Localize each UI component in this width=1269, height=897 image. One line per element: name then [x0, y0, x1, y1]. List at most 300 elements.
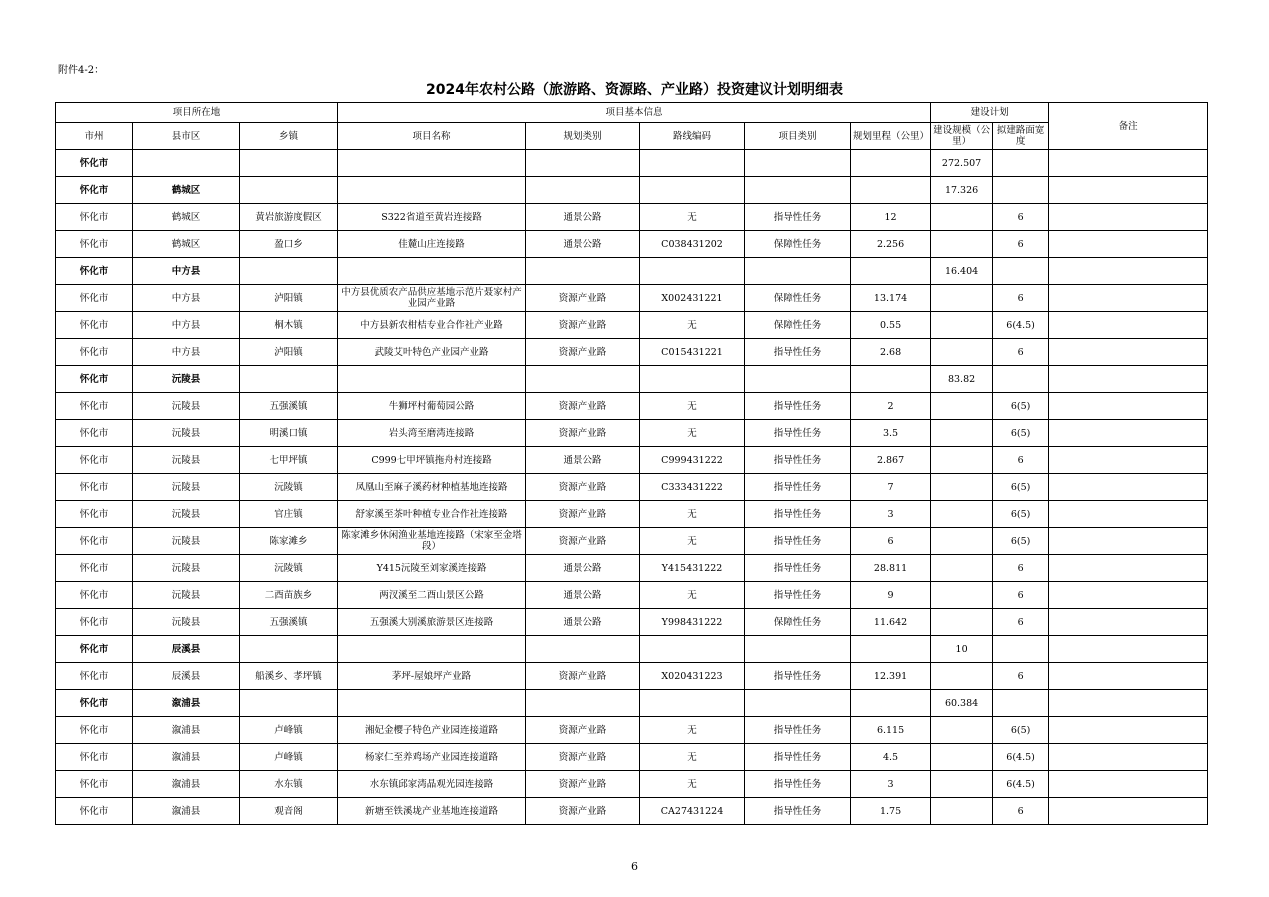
- route-code-cell: [640, 636, 745, 663]
- header-county: 县市区: [133, 123, 240, 150]
- table-body: [56, 150, 1208, 825]
- project-name-cell: [338, 366, 526, 393]
- plan-category-cell: 资源产业路: [526, 393, 640, 420]
- project-category-cell: [745, 636, 851, 663]
- remarks-cell: [1049, 771, 1208, 798]
- construction-scale-cell: 16.404: [931, 258, 993, 285]
- header-town: 乡镇: [240, 123, 338, 150]
- project-name-cell: 中方县优质农产品供应基地示范片聂家村产业园产业路: [338, 285, 526, 312]
- route-code-cell: 无: [640, 393, 745, 420]
- plan-category-cell: 资源产业路: [526, 474, 640, 501]
- project-category-cell: 指导性任务: [745, 555, 851, 582]
- county-cell: 沅陵县: [133, 582, 240, 609]
- road-width-cell: 6: [993, 609, 1049, 636]
- construction-scale-cell: [931, 204, 993, 231]
- plan-category-cell: 通景公路: [526, 582, 640, 609]
- city-cell: 怀化市: [56, 258, 133, 285]
- county-cell: 溆浦县: [133, 771, 240, 798]
- table-row: [56, 663, 1208, 690]
- project-category-cell: 指导性任务: [745, 420, 851, 447]
- remarks-cell: [1049, 798, 1208, 825]
- plan-category-cell: 资源产业路: [526, 771, 640, 798]
- planned-mileage-cell: 7: [851, 474, 931, 501]
- plan-category-cell: [526, 150, 640, 177]
- town-cell: 卢峰镇: [240, 744, 338, 771]
- remarks-cell: [1049, 582, 1208, 609]
- planned-mileage-cell: 12.391: [851, 663, 931, 690]
- county-cell: [133, 150, 240, 177]
- plan-category-cell: 通景公路: [526, 555, 640, 582]
- road-width-cell: 6(4.5): [993, 312, 1049, 339]
- construction-scale-cell: [931, 771, 993, 798]
- planned-mileage-cell: 2.68: [851, 339, 931, 366]
- town-cell: 官庄镇: [240, 501, 338, 528]
- route-code-cell: 无: [640, 501, 745, 528]
- planned-mileage-cell: [851, 258, 931, 285]
- town-cell: [240, 150, 338, 177]
- road-width-cell: 6(5): [993, 717, 1049, 744]
- subtotal-row: [56, 177, 1208, 204]
- table-row: [56, 312, 1208, 339]
- remarks-cell: [1049, 393, 1208, 420]
- plan-category-cell: [526, 177, 640, 204]
- town-cell: [240, 636, 338, 663]
- road-width-cell: [993, 636, 1049, 663]
- project-category-cell: 指导性任务: [745, 447, 851, 474]
- remarks-cell: [1049, 474, 1208, 501]
- road-width-cell: [993, 150, 1049, 177]
- construction-scale-cell: [931, 798, 993, 825]
- table-row: [56, 528, 1208, 555]
- construction-scale-cell: [931, 528, 993, 555]
- header-plan-category: 规划类别: [526, 123, 640, 150]
- project-category-cell: 指导性任务: [745, 744, 851, 771]
- plan-category-cell: 资源产业路: [526, 312, 640, 339]
- town-cell: 沅陵镇: [240, 474, 338, 501]
- county-cell: 沅陵县: [133, 474, 240, 501]
- city-cell: 怀化市: [56, 582, 133, 609]
- construction-scale-cell: [931, 744, 993, 771]
- planned-mileage-cell: 28.811: [851, 555, 931, 582]
- planned-mileage-cell: 9: [851, 582, 931, 609]
- planned-mileage-cell: 12: [851, 204, 931, 231]
- project-name-cell: 佳麓山庄连接路: [338, 231, 526, 258]
- road-width-cell: 6: [993, 204, 1049, 231]
- table-row: [56, 771, 1208, 798]
- construction-scale-cell: [931, 393, 993, 420]
- route-code-cell: 无: [640, 744, 745, 771]
- route-code-cell: X020431223: [640, 663, 745, 690]
- project-name-cell: S322省道至黄岩连接路: [338, 204, 526, 231]
- project-name-cell: 牛狮坪村葡萄园公路: [338, 393, 526, 420]
- town-cell: 二酉苗族乡: [240, 582, 338, 609]
- road-width-cell: [993, 258, 1049, 285]
- construction-scale-cell: [931, 231, 993, 258]
- table-row: [56, 285, 1208, 312]
- city-cell: 怀化市: [56, 744, 133, 771]
- road-width-cell: 6: [993, 285, 1049, 312]
- construction-scale-cell: [931, 447, 993, 474]
- city-cell: 怀化市: [56, 555, 133, 582]
- project-category-cell: 保障性任务: [745, 285, 851, 312]
- route-code-cell: [640, 690, 745, 717]
- town-cell: [240, 690, 338, 717]
- planned-mileage-cell: [851, 636, 931, 663]
- town-cell: 盈口乡: [240, 231, 338, 258]
- attachment-label: 附件4-2：: [58, 65, 105, 76]
- county-cell: 沅陵县: [133, 609, 240, 636]
- header-column-row: [56, 123, 1208, 150]
- header-project-name: 项目名称: [338, 123, 526, 150]
- city-cell: 怀化市: [56, 420, 133, 447]
- town-cell: 卢峰镇: [240, 717, 338, 744]
- route-code-cell: C999431222: [640, 447, 745, 474]
- city-cell: 怀化市: [56, 366, 133, 393]
- town-cell: 五强溪镇: [240, 393, 338, 420]
- city-cell: 怀化市: [56, 177, 133, 204]
- remarks-cell: [1049, 744, 1208, 771]
- plan-category-cell: 资源产业路: [526, 744, 640, 771]
- construction-scale-cell: [931, 582, 993, 609]
- planned-mileage-cell: 13.174: [851, 285, 931, 312]
- route-code-cell: 无: [640, 528, 745, 555]
- road-width-cell: 6(4.5): [993, 771, 1049, 798]
- construction-scale-cell: [931, 339, 993, 366]
- planned-mileage-cell: 2.867: [851, 447, 931, 474]
- page-number: 6: [631, 860, 638, 873]
- planned-mileage-cell: [851, 177, 931, 204]
- plan-category-cell: 资源产业路: [526, 420, 640, 447]
- construction-scale-cell: [931, 717, 993, 744]
- route-code-cell: 无: [640, 717, 745, 744]
- construction-scale-cell: [931, 663, 993, 690]
- county-cell: 中方县: [133, 258, 240, 285]
- route-code-cell: C038431202: [640, 231, 745, 258]
- project-name-cell: 水东镇邱家湾晶观光园连接路: [338, 771, 526, 798]
- project-name-cell: 两汊溪至二酉山景区公路: [338, 582, 526, 609]
- subtotal-row: [56, 258, 1208, 285]
- county-cell: 沅陵县: [133, 447, 240, 474]
- project-name-cell: Y415沅陵至刘家溪连接路: [338, 555, 526, 582]
- project-category-cell: [745, 150, 851, 177]
- city-cell: 怀化市: [56, 204, 133, 231]
- town-cell: [240, 366, 338, 393]
- construction-scale-cell: [931, 555, 993, 582]
- planned-mileage-cell: [851, 690, 931, 717]
- city-cell: 怀化市: [56, 717, 133, 744]
- town-cell: 七甲坪镇: [240, 447, 338, 474]
- road-width-cell: 6: [993, 231, 1049, 258]
- header-road-width: 拟建路面宽度: [993, 123, 1049, 150]
- plan-category-cell: 资源产业路: [526, 501, 640, 528]
- town-cell: 明溪口镇: [240, 420, 338, 447]
- route-code-cell: X002431221: [640, 285, 745, 312]
- table-row: [56, 717, 1208, 744]
- construction-scale-cell: 17.326: [931, 177, 993, 204]
- route-code-cell: CA27431224: [640, 798, 745, 825]
- table-row: [56, 447, 1208, 474]
- project-name-cell: [338, 177, 526, 204]
- plan-category-cell: 通景公路: [526, 447, 640, 474]
- remarks-cell: [1049, 204, 1208, 231]
- city-cell: 怀化市: [56, 393, 133, 420]
- planned-mileage-cell: [851, 366, 931, 393]
- route-code-cell: C333431222: [640, 474, 745, 501]
- table-row: [56, 474, 1208, 501]
- header-construction-scale: 建设规模（公里）: [931, 123, 993, 150]
- project-name-cell: 五强溪大别溪旅游景区连接路: [338, 609, 526, 636]
- route-code-cell: 无: [640, 204, 745, 231]
- county-cell: 沅陵县: [133, 420, 240, 447]
- town-cell: 泸阳镇: [240, 285, 338, 312]
- planned-mileage-cell: 3: [851, 771, 931, 798]
- subtotal-row: [56, 150, 1208, 177]
- route-code-cell: [640, 258, 745, 285]
- town-cell: [240, 258, 338, 285]
- road-width-cell: 6: [993, 447, 1049, 474]
- project-category-cell: 保障性任务: [745, 609, 851, 636]
- road-width-cell: [993, 366, 1049, 393]
- subtotal-row: [56, 366, 1208, 393]
- county-cell: 中方县: [133, 339, 240, 366]
- county-cell: 鹤城区: [133, 177, 240, 204]
- road-width-cell: 6: [993, 339, 1049, 366]
- county-cell: 鹤城区: [133, 204, 240, 231]
- remarks-cell: [1049, 258, 1208, 285]
- road-width-cell: [993, 177, 1049, 204]
- route-code-cell: 无: [640, 420, 745, 447]
- route-code-cell: 无: [640, 771, 745, 798]
- plan-category-cell: 资源产业路: [526, 717, 640, 744]
- county-cell: 沅陵县: [133, 501, 240, 528]
- town-cell: 泸阳镇: [240, 339, 338, 366]
- project-name-cell: 杨家仁至养鸡场产业园连接道路: [338, 744, 526, 771]
- planned-mileage-cell: 3.5: [851, 420, 931, 447]
- county-cell: 溆浦县: [133, 798, 240, 825]
- construction-scale-cell: [931, 312, 993, 339]
- header-construction-plan-group: 建设计划: [931, 103, 1049, 123]
- county-cell: 辰溪县: [133, 636, 240, 663]
- construction-scale-cell: 10: [931, 636, 993, 663]
- project-category-cell: 指导性任务: [745, 474, 851, 501]
- plan-category-cell: 资源产业路: [526, 528, 640, 555]
- remarks-cell: [1049, 312, 1208, 339]
- project-category-cell: [745, 258, 851, 285]
- route-code-cell: Y415431222: [640, 555, 745, 582]
- project-category-cell: 指导性任务: [745, 501, 851, 528]
- planned-mileage-cell: 6.115: [851, 717, 931, 744]
- remarks-cell: [1049, 285, 1208, 312]
- county-cell: 沅陵县: [133, 393, 240, 420]
- planned-mileage-cell: 6: [851, 528, 931, 555]
- header-route-code: 路线编码: [640, 123, 745, 150]
- plan-category-cell: 通景公路: [526, 609, 640, 636]
- remarks-cell: [1049, 177, 1208, 204]
- city-cell: 怀化市: [56, 798, 133, 825]
- city-cell: 怀化市: [56, 231, 133, 258]
- county-cell: 溆浦县: [133, 744, 240, 771]
- county-cell: 鹤城区: [133, 231, 240, 258]
- table-row: [56, 339, 1208, 366]
- subtotal-row: [56, 690, 1208, 717]
- plan-category-cell: 通景公路: [526, 231, 640, 258]
- city-cell: 怀化市: [56, 528, 133, 555]
- remarks-cell: [1049, 150, 1208, 177]
- town-cell: 沅陵镇: [240, 555, 338, 582]
- city-cell: 怀化市: [56, 339, 133, 366]
- table-row: [56, 582, 1208, 609]
- town-cell: 桐木镇: [240, 312, 338, 339]
- planned-mileage-cell: 2: [851, 393, 931, 420]
- project-category-cell: 指导性任务: [745, 204, 851, 231]
- city-cell: 怀化市: [56, 501, 133, 528]
- project-name-cell: 茅坪-屋娘坪产业路: [338, 663, 526, 690]
- road-width-cell: [993, 690, 1049, 717]
- county-cell: 沅陵县: [133, 555, 240, 582]
- header-basic-info-group: 项目基本信息: [338, 103, 931, 123]
- project-category-cell: 指导性任务: [745, 771, 851, 798]
- table-row: [56, 231, 1208, 258]
- road-width-cell: 6(5): [993, 528, 1049, 555]
- header-location-group: 项目所在地: [56, 103, 338, 123]
- project-category-cell: 指导性任务: [745, 582, 851, 609]
- town-cell: 黄岩旅游度假区: [240, 204, 338, 231]
- remarks-cell: [1049, 690, 1208, 717]
- plan-category-cell: 资源产业路: [526, 798, 640, 825]
- remarks-cell: [1049, 366, 1208, 393]
- project-name-cell: 中方县新农柑桔专业合作社产业路: [338, 312, 526, 339]
- remarks-cell: [1049, 609, 1208, 636]
- construction-scale-cell: 272.507: [931, 150, 993, 177]
- project-name-cell: 武陵艾叶特色产业园产业路: [338, 339, 526, 366]
- project-category-cell: [745, 366, 851, 393]
- city-cell: 怀化市: [56, 312, 133, 339]
- route-code-cell: [640, 366, 745, 393]
- table-row: [56, 555, 1208, 582]
- planned-mileage-cell: 4.5: [851, 744, 931, 771]
- project-category-cell: 保障性任务: [745, 312, 851, 339]
- construction-scale-cell: 60.384: [931, 690, 993, 717]
- city-cell: 怀化市: [56, 609, 133, 636]
- remarks-cell: [1049, 339, 1208, 366]
- county-cell: 溆浦县: [133, 690, 240, 717]
- town-cell: 陈家滩乡: [240, 528, 338, 555]
- project-name-cell: 凤凰山至麻子溪药材种植基地连接路: [338, 474, 526, 501]
- planned-mileage-cell: 11.642: [851, 609, 931, 636]
- remarks-cell: [1049, 501, 1208, 528]
- remarks-cell: [1049, 663, 1208, 690]
- plan-category-cell: [526, 366, 640, 393]
- road-width-cell: 6: [993, 663, 1049, 690]
- road-width-cell: 6(4.5): [993, 744, 1049, 771]
- remarks-cell: [1049, 717, 1208, 744]
- remarks-cell: [1049, 555, 1208, 582]
- project-category-cell: [745, 177, 851, 204]
- construction-scale-cell: [931, 285, 993, 312]
- road-width-cell: 6(5): [993, 393, 1049, 420]
- planned-mileage-cell: 1.75: [851, 798, 931, 825]
- city-cell: 怀化市: [56, 663, 133, 690]
- subtotal-row: [56, 636, 1208, 663]
- document-title: 2024年农村公路（旅游路、资源路、产业路）投资建议计划明细表: [426, 82, 843, 98]
- plan-category-cell: [526, 258, 640, 285]
- construction-scale-cell: 83.82: [931, 366, 993, 393]
- road-width-cell: 6: [993, 798, 1049, 825]
- plan-category-cell: [526, 690, 640, 717]
- table-row: [56, 204, 1208, 231]
- table-row: [56, 744, 1208, 771]
- county-cell: 溆浦县: [133, 717, 240, 744]
- road-width-cell: 6: [993, 555, 1049, 582]
- remarks-cell: [1049, 231, 1208, 258]
- project-name-cell: 湘妃金樱子特色产业园连接道路: [338, 717, 526, 744]
- planned-mileage-cell: 3: [851, 501, 931, 528]
- remarks-cell: [1049, 528, 1208, 555]
- remarks-cell: [1049, 420, 1208, 447]
- route-code-cell: [640, 177, 745, 204]
- project-name-cell: [338, 258, 526, 285]
- city-cell: 怀化市: [56, 636, 133, 663]
- road-width-cell: 6(5): [993, 474, 1049, 501]
- route-code-cell: 无: [640, 312, 745, 339]
- city-cell: 怀化市: [56, 447, 133, 474]
- table-row: [56, 420, 1208, 447]
- remarks-cell: [1049, 447, 1208, 474]
- project-name-cell: [338, 636, 526, 663]
- project-name-cell: C999七甲坪镇拖舟村连接路: [338, 447, 526, 474]
- route-code-cell: Y998431222: [640, 609, 745, 636]
- table-row: [56, 798, 1208, 825]
- project-category-cell: 保障性任务: [745, 231, 851, 258]
- header-group-row: [56, 103, 1208, 123]
- town-cell: 船溪乡、孝坪镇: [240, 663, 338, 690]
- town-cell: [240, 177, 338, 204]
- project-category-cell: 指导性任务: [745, 663, 851, 690]
- remarks-cell: [1049, 636, 1208, 663]
- town-cell: 观音阁: [240, 798, 338, 825]
- city-cell: 怀化市: [56, 474, 133, 501]
- town-cell: 水东镇: [240, 771, 338, 798]
- city-cell: 怀化市: [56, 150, 133, 177]
- project-category-cell: 指导性任务: [745, 717, 851, 744]
- table-row: [56, 501, 1208, 528]
- city-cell: 怀化市: [56, 285, 133, 312]
- plan-category-cell: 通景公路: [526, 204, 640, 231]
- project-name-cell: 陈家滩乡休闲渔业基地连接路（宋家至金塔段）: [338, 528, 526, 555]
- construction-scale-cell: [931, 501, 993, 528]
- plan-category-cell: 资源产业路: [526, 339, 640, 366]
- city-cell: 怀化市: [56, 690, 133, 717]
- project-category-cell: 指导性任务: [745, 528, 851, 555]
- plan-category-cell: [526, 636, 640, 663]
- project-category-cell: 指导性任务: [745, 798, 851, 825]
- header-planned-mileage: 规划里程（公里）: [851, 123, 931, 150]
- table-row: [56, 609, 1208, 636]
- plan-category-cell: 资源产业路: [526, 663, 640, 690]
- county-cell: 沅陵县: [133, 528, 240, 555]
- road-width-cell: 6(5): [993, 420, 1049, 447]
- road-width-cell: 6: [993, 582, 1049, 609]
- plan-category-cell: 资源产业路: [526, 285, 640, 312]
- table-row: [56, 393, 1208, 420]
- project-name-cell: [338, 690, 526, 717]
- route-code-cell: 无: [640, 582, 745, 609]
- county-cell: 辰溪县: [133, 663, 240, 690]
- construction-scale-cell: [931, 420, 993, 447]
- project-name-cell: 岩头湾至磨湾连接路: [338, 420, 526, 447]
- county-cell: 中方县: [133, 312, 240, 339]
- project-category-cell: [745, 690, 851, 717]
